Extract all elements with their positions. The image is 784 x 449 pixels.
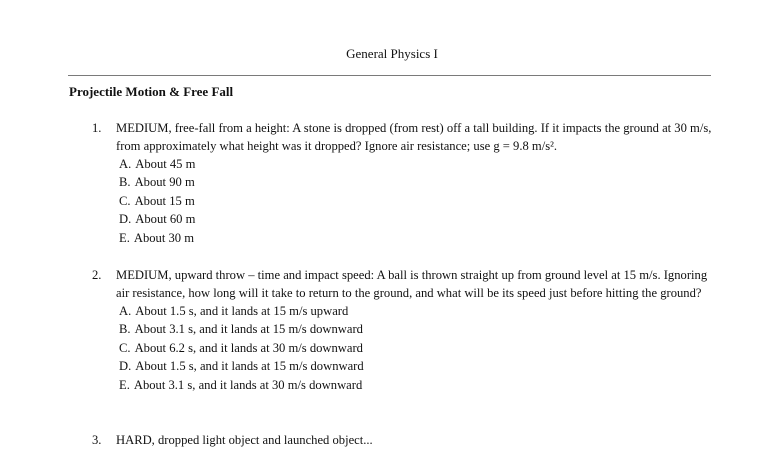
answer-option	[119, 302, 712, 320]
answer-options	[119, 302, 712, 394]
option-text: About 15 m	[134, 193, 195, 208]
option-text: About 6.2 s, and it lands at 30 m/s downward	[134, 340, 363, 355]
option-letter: D.	[119, 359, 132, 374]
question-1	[92, 119, 712, 247]
option-letter: C.	[119, 340, 131, 355]
header-divider	[68, 75, 711, 76]
option-text: About 45 m	[135, 157, 196, 171]
option-text: About 1.5 s, and it lands at 15 m/s upward	[135, 304, 349, 318]
option-text: About 3.1 s, and it lands at 30 m/s downward	[133, 377, 363, 392]
option-letter: A.	[119, 157, 132, 171]
option-letter: B.	[119, 322, 131, 337]
answer-option	[119, 339, 712, 357]
question-number: 2.	[92, 268, 102, 282]
answer-option	[119, 229, 712, 247]
section-heading: Projectile Motion & Free Fall	[69, 84, 234, 99]
question-text: MEDIUM, upward throw – time and impact speed: A ball is thrown straight up from ground level at 15 m/s. Ignoring air resistance, how long will it take to return to the ground, and what will be its speed just before hitting the ground?	[116, 268, 708, 300]
option-text: About 90 m	[134, 175, 195, 190]
answer-option	[119, 155, 712, 173]
answer-option	[119, 192, 712, 210]
option-letter: D.	[119, 212, 132, 227]
answer-option	[119, 320, 712, 338]
question-text: MEDIUM, free-fall from a height: A stone is dropped (from rest) off a tall building. If it impacts the ground at 30 m/s, from approximately what height was it dropped? Ignore air resistance; use g = 9.8 m/s².	[116, 121, 712, 153]
answer-option	[119, 210, 712, 228]
question-number: 1.	[92, 121, 102, 135]
option-text: About 60 m	[135, 212, 196, 227]
question-number: 3.	[92, 433, 102, 447]
answer-options	[119, 155, 712, 247]
option-letter: C.	[119, 193, 131, 208]
answer-option	[119, 357, 712, 375]
option-letter: A.	[119, 304, 132, 318]
option-letter: E.	[119, 230, 130, 245]
option-text: About 1.5 s, and it lands at 15 m/s downward	[135, 359, 364, 374]
option-text: About 30 m	[133, 230, 195, 245]
question-3	[92, 431, 712, 449]
question-text: HARD, dropped light object and launched object...	[116, 433, 373, 447]
option-letter: B.	[119, 175, 131, 190]
answer-option	[119, 376, 712, 394]
question-2	[92, 266, 712, 394]
option-letter: E.	[119, 377, 130, 392]
answer-option	[119, 173, 712, 191]
page-header-title: General Physics I	[346, 46, 438, 61]
option-text: About 3.1 s, and it lands at 15 m/s downward	[134, 322, 363, 337]
